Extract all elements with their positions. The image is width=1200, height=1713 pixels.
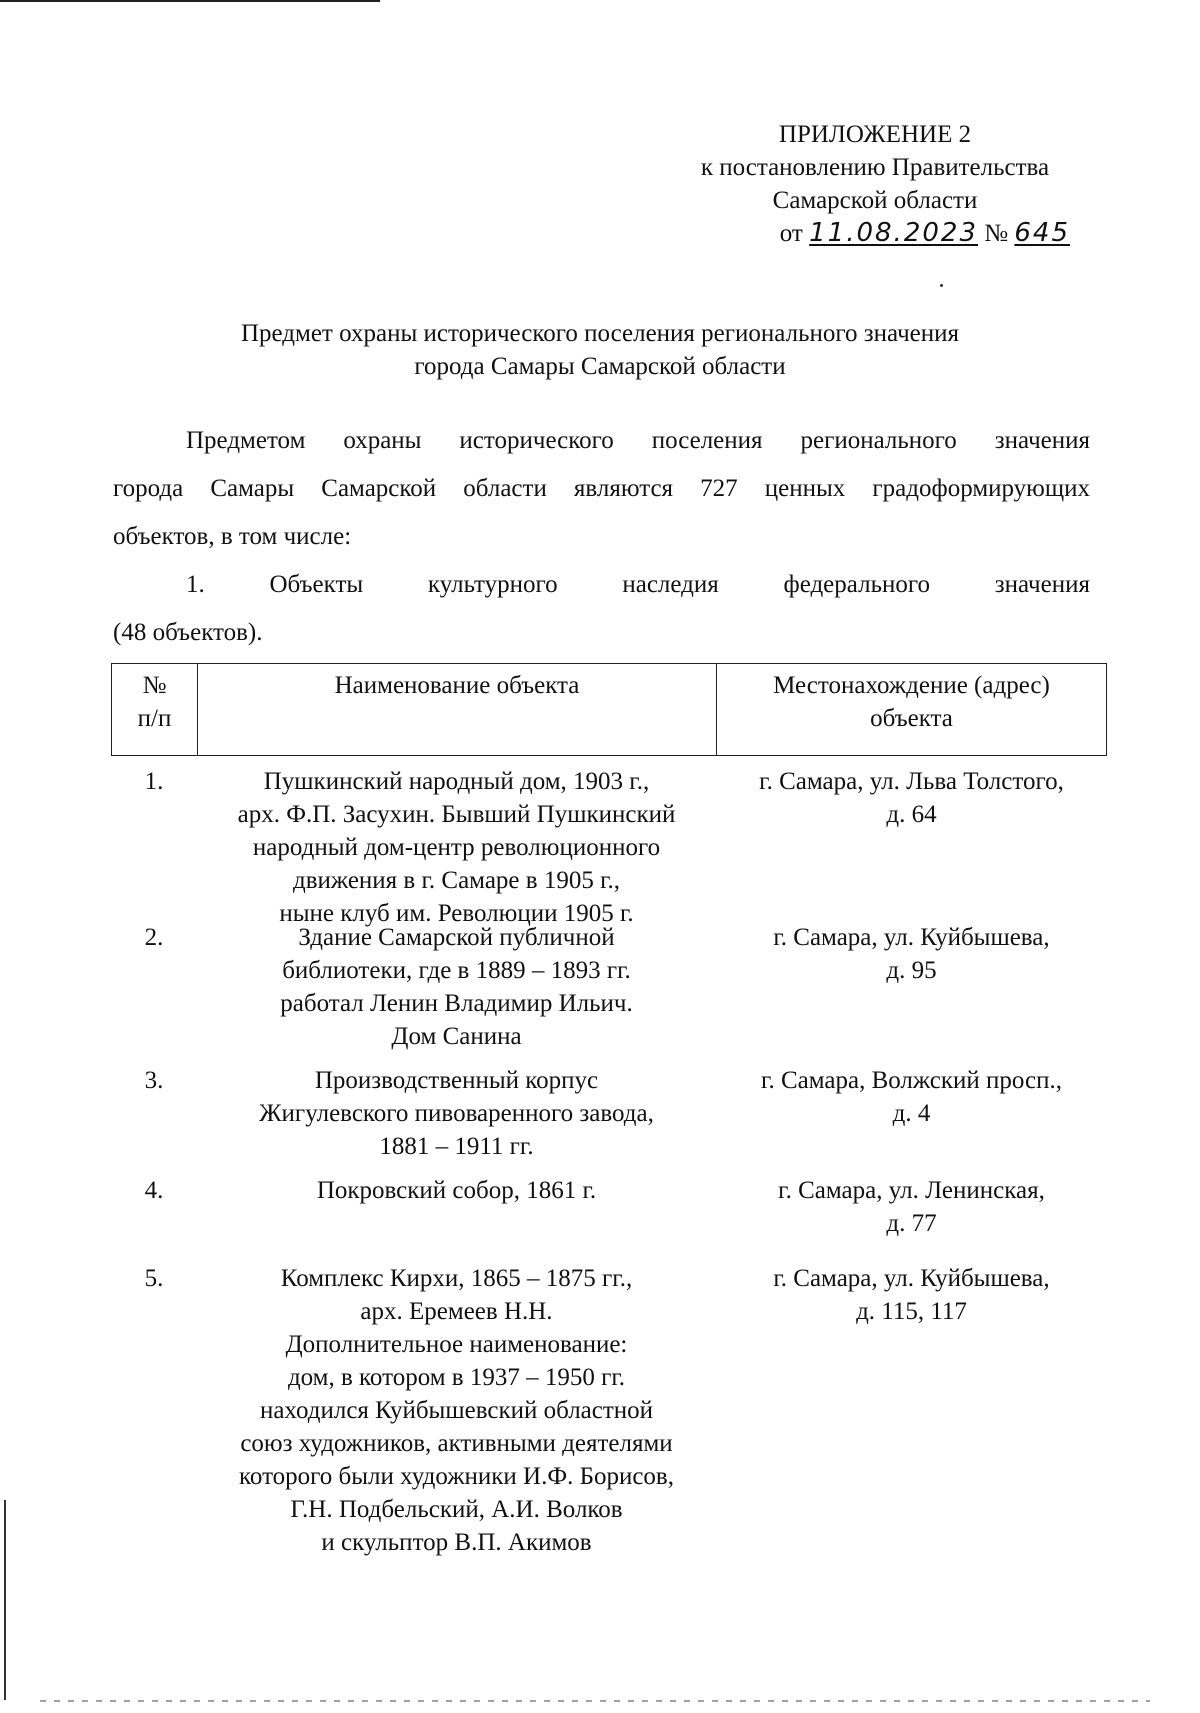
table-row (111, 1064, 1107, 1174)
resolution-date-number (660, 217, 1090, 250)
row-address-line: д. 4 (892, 1100, 931, 1127)
row-name (197, 1064, 716, 1174)
row-name-line: народный дом-центр революционного (252, 834, 661, 861)
row-name-line: работал Ленин Владимир Ильич. (280, 990, 633, 1017)
header-number-col (112, 664, 198, 755)
row-name-line: Здание Самарской публичной (298, 924, 615, 951)
row-name-line: Дополнительное наименование: (285, 1331, 628, 1358)
title-line-1: Предмет охраны исторического поселения регионального значения (240, 320, 960, 347)
row-name-line: Комплекс Кирхи, 1865 – 1875 гг., (280, 1265, 633, 1292)
row-number: 2. (144, 924, 164, 951)
word-5: значения (994, 571, 1090, 598)
row-number: 1. (144, 768, 164, 795)
date-prefix: от (779, 220, 803, 247)
row-name-line: и скульптор В.П. Акимов (321, 1529, 592, 1556)
row-number: 5. (144, 1265, 164, 1292)
word-3: наследия (622, 571, 719, 598)
objects-table (111, 663, 1107, 1562)
region-name: Самарской области (772, 187, 978, 214)
handwritten-number: 645 (1014, 218, 1070, 248)
scan-artifact-bottom-dots (40, 1700, 1150, 1702)
table-row (111, 1174, 1107, 1262)
row-name-line: Покровский собор, 1861 г. (316, 1177, 597, 1204)
row-name-line: движения в г. Самаре в 1905 г., (292, 867, 621, 894)
row-number: 3. (144, 1067, 164, 1094)
row-name-line: Дом Санина (391, 1023, 522, 1050)
title-line-2: города Самары Самарской области (414, 353, 786, 380)
header-address-line-1: Местонахождение (адрес) (773, 672, 1050, 699)
resolution-reference: к постановлению Правительства (700, 154, 1050, 181)
row-name-line: 1881 – 1911 гг. (379, 1133, 534, 1160)
list-item-number: 1. (186, 571, 205, 598)
table-header (111, 663, 1107, 756)
table-row (111, 1262, 1107, 1562)
row-address (716, 1174, 1107, 1262)
row-name-line: Жигулевского пивоваренного завода, (259, 1100, 654, 1127)
row-name-line: которого были художники И.Ф. Борисов, (239, 1463, 674, 1490)
row-address-line: д. 95 (886, 957, 937, 984)
appendix-header (660, 118, 1090, 250)
header-address-col (717, 664, 1106, 755)
table-row (111, 756, 1107, 927)
header-number-line-1: № (142, 672, 167, 699)
row-address-line: г. Самара, Волжский просп., (761, 1067, 1062, 1094)
header-name-col (198, 664, 717, 755)
row-name-line: Пушкинский народный дом, 1903 г., (263, 768, 650, 795)
row-name-line: арх. Еремеев Н.Н. (360, 1298, 553, 1325)
row-address-line: д. 115, 117 (856, 1298, 967, 1325)
scan-speck (940, 284, 943, 287)
row-name (197, 1262, 716, 1562)
appendix-label: ПРИЛОЖЕНИЕ 2 (778, 121, 972, 148)
row-name-line: Г.Н. Подбельский, А.И. Волков (290, 1496, 623, 1523)
row-name-line: Производственный корпус (314, 1067, 599, 1094)
row-address-line: г. Самара, ул. Ленинская, (778, 1177, 1045, 1204)
handwritten-date: 11.08.2023 (809, 218, 978, 248)
number-sign: № (984, 220, 1009, 247)
word-2: культурного (427, 571, 558, 598)
intro-row-1: Предметом охраны исторического поселения регионального значения (186, 427, 1090, 454)
row-address (716, 921, 1107, 1064)
word-1: Объекты (269, 571, 364, 598)
row-name-line: союз художников, активными деятелями (240, 1430, 673, 1457)
row-address (716, 765, 1107, 921)
list-item-1-row-2: (48 объектов). (113, 619, 263, 646)
header-name: Наименование объекта (334, 672, 580, 699)
document-title (100, 317, 1100, 383)
header-address-line-2: объекта (870, 705, 953, 732)
scan-artifact-top-rule (0, 0, 380, 2)
row-name-line: ныне клуб им. Революции 1905 г. (279, 900, 634, 927)
row-number: 4. (144, 1177, 164, 1204)
intro-row-2: города Самары Самарской области являются 727 ценных градоформирующих (113, 475, 1090, 502)
row-address-line: д. 77 (886, 1210, 937, 1237)
table-body (111, 756, 1107, 1562)
intro-row-3: объектов, в том числе: (113, 523, 352, 550)
word-4: федерального (783, 571, 930, 598)
list-item-1-row-1 (113, 561, 1090, 609)
row-name (197, 1174, 716, 1262)
row-name-line: находился Куйбышевский областной (259, 1397, 654, 1424)
row-name-line: дом, в котором в 1937 – 1950 гг. (287, 1364, 626, 1391)
row-name-line: библиотеки, где в 1889 – 1893 гг. (282, 957, 631, 984)
scan-artifact-left-edge (4, 1500, 6, 1700)
row-name (197, 921, 716, 1064)
row-address (716, 1064, 1107, 1174)
row-address-line: г. Самара, ул. Льва Толстого, (759, 768, 1064, 795)
row-address-line: д. 64 (886, 801, 937, 828)
row-address-line: г. Самара, ул. Куйбышева, (773, 1265, 1050, 1292)
table-row (111, 921, 1107, 1064)
list-item-1 (113, 561, 1090, 657)
row-address (716, 1262, 1107, 1562)
header-number-line-2: п/п (137, 705, 172, 732)
intro-paragraph (113, 417, 1090, 561)
row-name-line: арх. Ф.П. Засухин. Бывший Пушкинский (237, 801, 676, 828)
row-address-line: г. Самара, ул. Куйбышева, (773, 924, 1050, 951)
row-name (197, 765, 716, 927)
